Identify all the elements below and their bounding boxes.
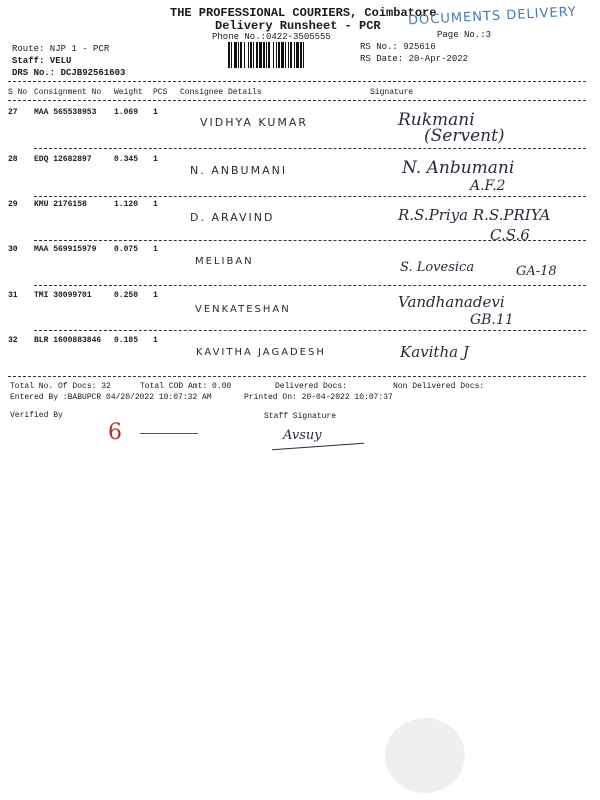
row-weight: 0.345 bbox=[114, 155, 139, 164]
row-consignee: VENKATESHAN bbox=[195, 304, 291, 315]
drs-number: DRS No.: DCJB92561603 bbox=[12, 68, 126, 78]
row-consignee: MELIBAN bbox=[195, 256, 254, 267]
row-signature-note: GB.11 bbox=[470, 312, 514, 328]
header-bottom-rule bbox=[8, 100, 586, 101]
total-cod-amount: Total COD Amt: 0.00 bbox=[140, 382, 232, 391]
row-pcs: 1 bbox=[153, 155, 158, 164]
header-top-rule bbox=[8, 81, 586, 82]
non-delivered-docs: Non Delivered Docs: bbox=[393, 382, 485, 391]
row-divider bbox=[34, 196, 586, 197]
row-consignment: KMU 2176158 bbox=[34, 200, 87, 209]
page-number: Page No.:3 bbox=[437, 30, 492, 40]
phone-number: Phone No.:0422-3505555 bbox=[212, 32, 331, 42]
row-consignee: KAVITHA JAGADESH bbox=[196, 347, 326, 358]
row-signature: S. Lovesica bbox=[400, 260, 475, 275]
staff-signature-label: Staff Signature bbox=[264, 412, 337, 421]
row-signature: Rukmani bbox=[398, 110, 475, 130]
verified-mark-line bbox=[140, 433, 198, 434]
row-consignment: EDQ 12682897 bbox=[34, 155, 92, 164]
row-signature-note: (Servent) bbox=[424, 126, 505, 146]
row-consignee: D. ARAVIND bbox=[190, 211, 275, 224]
row-signature: Vandhanadevi bbox=[398, 293, 505, 311]
documents-delivery-stamp: DOCUMENTS DELIVERY bbox=[407, 4, 578, 29]
barcode-image bbox=[228, 42, 352, 68]
printed-on: Printed On: 20-04-2022 10:07:37 bbox=[244, 393, 393, 402]
row-pcs: 1 bbox=[153, 200, 158, 209]
row-signature: R.S.Priya R.S.PRIYA bbox=[398, 206, 551, 224]
row-weight: 1.120 bbox=[114, 200, 139, 209]
total-docs: Total No. Of Docs: 32 bbox=[10, 382, 111, 391]
row-signature-note: A.F.2 bbox=[470, 178, 506, 194]
row-weight: 0.250 bbox=[114, 291, 139, 300]
row-sno: 29 bbox=[8, 200, 18, 209]
col-header-signature: Signature bbox=[370, 88, 414, 97]
row-signature: N. Anbumani bbox=[402, 158, 515, 178]
delivered-docs: Delivered Docs: bbox=[275, 382, 348, 391]
staff-signature-hand: Avsuy bbox=[283, 428, 322, 443]
row-consignment: MAA 565538953 bbox=[34, 108, 97, 117]
row-signature: Kavitha J bbox=[400, 343, 469, 361]
row-consignment: TMI 30099701 bbox=[34, 291, 92, 300]
rs-number: RS No.: 925616 bbox=[360, 42, 436, 52]
row-consignment: BLR 1600883846 bbox=[34, 336, 102, 345]
row-weight: 0.185 bbox=[114, 336, 139, 345]
row-weight: 1.069 bbox=[114, 108, 139, 117]
staff-label: Staff: VELU bbox=[12, 56, 72, 66]
row-signature-note: C.S.6 bbox=[490, 226, 530, 244]
row-sno: 31 bbox=[8, 291, 18, 300]
row-divider bbox=[34, 330, 586, 331]
rs-date: RS Date: 20-Apr-2022 bbox=[360, 54, 469, 64]
route-label: Route: NJP 1 - PCR bbox=[12, 44, 110, 54]
row-signature-note: GA-18 bbox=[516, 264, 557, 279]
row-pcs: 1 bbox=[153, 245, 158, 254]
runsheet-title: Delivery Runsheet - PCR bbox=[215, 19, 381, 33]
table-bottom-rule bbox=[8, 376, 586, 377]
scan-smudge bbox=[385, 718, 465, 793]
row-consignment: MAA 569915979 bbox=[34, 245, 97, 254]
row-pcs: 1 bbox=[153, 108, 158, 117]
col-header-pcs: PCS bbox=[153, 88, 168, 97]
col-header-sno: S No bbox=[8, 88, 28, 97]
staff-signature-underline bbox=[272, 443, 364, 450]
row-sno: 27 bbox=[8, 108, 18, 117]
col-header-consignment: Consignment No bbox=[34, 88, 102, 97]
row-sno: 28 bbox=[8, 155, 18, 164]
company-name: THE PROFESSIONAL COURIERS, Coimbatore bbox=[170, 6, 437, 20]
col-header-weight: Weight bbox=[114, 88, 143, 97]
row-consignee: VIDHYA KUMAR bbox=[200, 116, 309, 129]
row-divider bbox=[34, 240, 586, 241]
entered-by: Entered By :BABUPCR 04/20/2022 10:07:32 AM bbox=[10, 393, 212, 402]
row-divider bbox=[34, 285, 586, 286]
row-consignee: N. ANBUMANI bbox=[190, 164, 288, 177]
col-header-consignee: Consignee Details bbox=[180, 88, 262, 97]
row-sno: 32 bbox=[8, 336, 18, 345]
row-pcs: 1 bbox=[153, 291, 158, 300]
row-sno: 30 bbox=[8, 245, 18, 254]
row-weight: 0.075 bbox=[114, 245, 139, 254]
verified-mark: 6 bbox=[108, 420, 122, 445]
verified-by-label: Verified By bbox=[10, 411, 63, 420]
row-divider bbox=[34, 148, 586, 149]
row-pcs: 1 bbox=[153, 336, 158, 345]
